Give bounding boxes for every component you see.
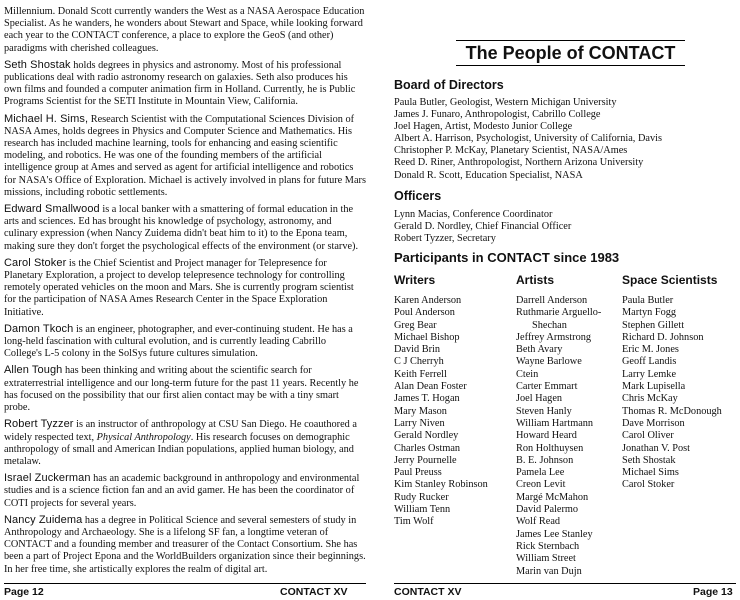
list-item: Darrell Anderson	[516, 295, 588, 306]
officers-heading: Officers	[394, 189, 442, 203]
bio-text: is the Chief Scientist and Project manager for Telepresence for Planetary Exploration, a project to develop telepresence technology for controlling remotely operated vehicles on the moon and Mars. She is currently program scientist for the participation of NASA Ames Research Center in the Space Exploration Initiative.	[4, 257, 354, 318]
list-item: Seth Shostak	[622, 454, 676, 466]
officers-list	[394, 209, 571, 245]
list-item: Paul Preuss	[394, 467, 442, 479]
list-item: Geoff Landis	[622, 356, 677, 368]
bio-name: Edward Smallwood	[4, 203, 100, 216]
list-item: Carol Oliver	[622, 430, 674, 442]
list-item: Carol Stoker	[622, 479, 675, 491]
bio-text: has an academic background in anthropology and environmental studies and is a science fiction fan and an avid gamer. He has been the coordinator of COTI projects for several years.	[4, 473, 360, 509]
bio-paragraph	[4, 418, 366, 468]
board-heading: Board of Directors	[394, 78, 504, 92]
participants-heading: Participants in CONTACT since 1983	[394, 250, 620, 265]
bio-text-cont: . His research focuses on demographic anthropology of small and American Indian populations, applied human biology, and metalaw.	[4, 431, 354, 467]
bio-text: is an engineer, photographer, and ever-continuing student. He has a long-held fascination with cultural evolution, and is currently leading Cabrillo College's L-5 colony in the SolSys future cultures simulation.	[4, 323, 353, 360]
list-item: Paula Butler	[622, 295, 674, 306]
list-item: Karen Anderson	[394, 295, 462, 306]
list-item: James J. Funaro, Anthropologist, Cabrillo College	[394, 109, 601, 121]
list-item: Tim Wolf	[394, 516, 434, 528]
list-item: Ctein	[516, 368, 539, 380]
list-item: William Hartmann	[516, 417, 594, 429]
list-item: Rick Sternbach	[516, 540, 580, 552]
list-item: Joel Hagen, Artist, Modesto Junior College	[394, 121, 573, 133]
artists-list	[516, 295, 601, 578]
list-item: William Street	[516, 553, 576, 565]
list-item: Greg Bear	[394, 319, 437, 331]
list-item: Pamela Lee	[516, 467, 565, 479]
left-page-text	[4, 6, 366, 580]
list-item: Stephen Gillett	[622, 319, 685, 331]
artists-heading: Artists	[516, 273, 555, 287]
list-item: Ruthmarie Arguello-	[516, 307, 602, 319]
list-item: James T. Hogan	[394, 393, 460, 405]
list-item: Chris McKay	[622, 393, 678, 405]
bio-paragraph	[4, 364, 366, 414]
list-item: William Tenn	[394, 504, 451, 516]
board-list	[394, 97, 662, 182]
list-item: Steven Hanly	[516, 405, 572, 417]
list-item: Ron Holthuysen	[516, 442, 584, 454]
intro-paragraph: Millennium. Donald Scott currently wanders the West as a NASA Aerospace Education Specialist. As he wanders, he wonders about Stewart and Space, while looking forward each year to the CONTACT conference, a place to explore the GeoS (and other) paradigms with cherished colleagues.	[4, 6, 365, 54]
list-item: Michael Bishop	[394, 331, 460, 343]
list-item: Creon Levit	[516, 479, 566, 491]
bio-name: Carol Stoker	[4, 256, 67, 269]
bio-paragraph	[4, 113, 366, 199]
list-item: Donald R. Scott, Education Specialist, NASA	[394, 169, 583, 181]
list-item: Christopher P. McKay, Planetary Scientist, NASA/Ames	[394, 145, 628, 157]
bio-paragraph	[4, 203, 366, 253]
list-item: Jonathan V. Post	[622, 442, 690, 454]
bio-name: Robert Tyzzer	[4, 418, 74, 431]
list-item: Margé McMahon	[516, 491, 589, 503]
list-item: Wayne Barlowe	[516, 356, 582, 368]
footer-rule-left	[4, 583, 366, 584]
list-item: James Lee Stanley	[516, 528, 593, 540]
scientists-list	[622, 295, 722, 492]
list-item: Poul Anderson	[394, 307, 455, 319]
list-item: Rudy Rucker	[394, 491, 449, 503]
list-item: Martyn Fogg	[622, 307, 677, 319]
footer-title-right: CONTACT XV	[394, 586, 462, 598]
list-item: Dave Morrison	[622, 417, 685, 429]
list-item: Lynn Macias, Conference Coordinator	[394, 209, 553, 220]
list-item: Larry Niven	[394, 417, 445, 429]
bio-text: Research Scientist with the Computational Sciences Division of NASA Ames, holds degrees in Physics and Computer Science and Mathematics. His research has included machine learning, tools for enhancing and easing scientific modeling, and robotics. He was one of the founding members of the artificial intelligence group at Ames and served as agent for artificial intelligence and robotics for NASA's Office of Exploration. Michael is actively involved in plans for future Mars missions, including robotic settlements.	[4, 113, 366, 198]
bio-paragraph	[4, 472, 366, 510]
list-item: Thomas R. McDonough	[622, 405, 722, 417]
writers-list	[394, 295, 488, 529]
list-item: Robert Tyzzer, Secretary	[394, 233, 496, 245]
list-item: Paula Butler, Geologist, Western Michigan University	[394, 97, 617, 108]
bio-text: has a degree in Political Science and several semesters of study in Anthropology and Archaeology. She is a lifelong SF fan, a longtime veteran of CONTACT and a founding member and treasurer of the Contact Consortium. She has been a part of Project Epona and the WorldBuilders organization since their beginnings. In her free time, she artistically explores the realm of digital art.	[4, 514, 366, 575]
bio-name: Israel Zuckerman	[4, 472, 91, 485]
bio-paragraph	[4, 257, 366, 319]
list-item: Mary Mason	[394, 405, 447, 417]
bio-text: is a local banker with a smattering of formal education in the arts and sciences. Ed has brought his knowledge of psychology, astronomy, and culinary expression (when Nancy Zuidema didn't beat him to it) to the Epona team, making sure they don't forget the psychological effects of the environment (or starve).	[4, 204, 359, 252]
list-item: Wolf Read	[516, 516, 561, 528]
list-item: Gerald D. Nordley, Chief Financial Officer	[394, 221, 572, 233]
bio-paragraph	[4, 323, 366, 361]
list-item: Kim Stanley Robinson	[394, 479, 488, 491]
bio-name: Damon Tkoch	[4, 322, 74, 335]
list-item: Jerry Pournelle	[394, 454, 457, 466]
page-title: The People of CONTACT	[456, 40, 685, 66]
bio-text: is an instructor of anthropology at CSU San Diego. He coauthored a widely respected text,	[4, 419, 357, 443]
footer-title-left: CONTACT XV	[280, 586, 348, 598]
list-item: Joel Hagen	[516, 393, 563, 405]
list-item: B. E. Johnson	[516, 454, 574, 466]
list-item: Alan Dean Foster	[394, 381, 467, 393]
bio-text: holds degrees in physics and astronomy. Most of his professional publications deal with radio astronomy research on galaxies. Seth also produces his own films and founded a computer animation firm in Holland. Currently, he is Public Programs Scientist for the SETI Institute in Mountain View, California.	[4, 59, 356, 108]
list-item: Howard Heard	[516, 430, 577, 442]
bio-paragraph	[4, 514, 366, 576]
list-item: Richard D. Johnson	[622, 331, 704, 343]
list-item: Michael Sims	[622, 467, 679, 479]
bio-name: Michael H. Sims,	[4, 112, 89, 125]
page-number-right: Page 13	[693, 586, 733, 598]
list-item: Carter Emmart	[516, 381, 578, 393]
list-item: Keith Ferrell	[394, 368, 447, 380]
list-item: Reed D. Riner, Anthropologist, Northern Arizona University	[394, 157, 644, 169]
book-title: Physical Anthropology	[96, 431, 191, 443]
list-item: C J Cherryh	[394, 356, 444, 368]
writers-heading: Writers	[394, 273, 436, 287]
list-item: Beth Avary	[516, 344, 563, 356]
list-item: Charles Ostman	[394, 442, 461, 454]
page-number-left: Page 12	[4, 586, 44, 598]
list-item: Albert A. Harrison, Psychologist, University of California, Davis	[394, 133, 662, 145]
bio-name: Nancy Zuidema	[4, 513, 83, 526]
bio-paragraph	[4, 59, 366, 109]
list-item: Jeffrey Armstrong	[516, 331, 592, 343]
list-item: Shechan	[532, 319, 567, 331]
list-item: David Brin	[394, 344, 441, 356]
list-item: Gerald Nordley	[394, 430, 459, 442]
list-item: Larry Lemke	[622, 368, 677, 380]
list-item: Marin van Dujn	[516, 565, 582, 577]
bio-text: has been thinking and writing about the scientific search for extraterrestrial intelligence and our long-term future for the past 11 years. Recently he has focused on the possibility that our first alien contact may be with a tiny smart probe.	[4, 365, 359, 414]
bio-name: Allen Tough	[4, 364, 63, 377]
footer-rule-right	[394, 583, 736, 584]
scientists-heading: Space Scientists	[622, 273, 718, 287]
bio-name: Seth Shostak	[4, 58, 71, 71]
list-item: David Palermo	[516, 504, 579, 516]
list-item: Eric M. Jones	[622, 344, 679, 356]
list-item: Mark Lupisella	[622, 381, 686, 393]
